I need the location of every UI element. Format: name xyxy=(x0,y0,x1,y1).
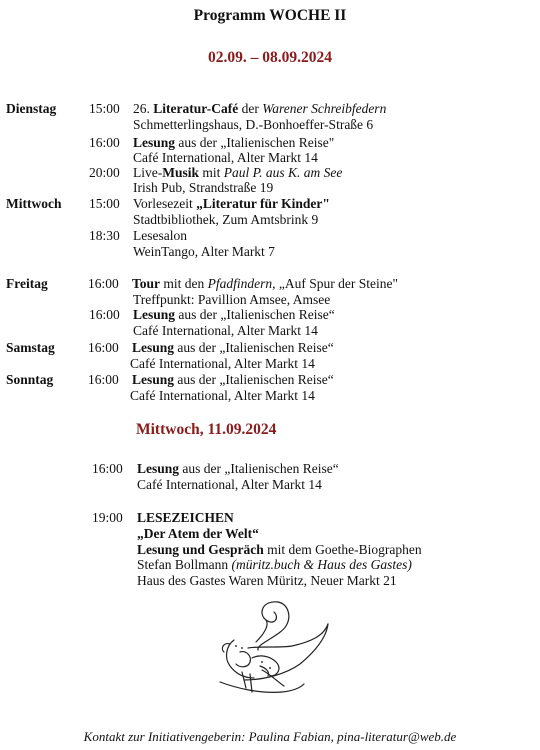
event-title: Lesung aus der „Italienischen Reise“ xyxy=(132,372,334,387)
swan-reader-illustration xyxy=(200,596,335,706)
event-time: 16:00 xyxy=(89,135,120,150)
event-location: Café International, Alter Markt 14 xyxy=(133,150,318,165)
day-label-freitag: Freitag xyxy=(6,276,48,291)
event-time: 16:00 xyxy=(88,372,119,387)
day-label-mittwoch: Mittwoch xyxy=(6,196,62,211)
event-location: Irish Pub, Strandstraße 19 xyxy=(133,180,274,195)
contact-footer: Kontakt zur Initiativengeberin: Paulina Fabian, pina-literatur@web.de xyxy=(83,729,457,744)
event-title: Tour mit den Pfadfindern, „Auf Spur der Steine" xyxy=(132,276,398,291)
event-speaker: Stefan Bollmann (müritz.buch & Haus des Gastes) xyxy=(137,557,412,572)
event-time: 20:00 xyxy=(89,165,120,180)
event-title: Live-Musik mit Paul P. aus K. am See xyxy=(133,165,343,180)
event-time: 15:00 xyxy=(89,196,120,211)
event-location: Café International, Alter Markt 14 xyxy=(137,477,322,492)
event-location: Haus des Gastes Waren Müritz, Neuer Markt 21 xyxy=(137,573,397,588)
event-time: 16:00 xyxy=(88,340,119,355)
event-location: Café International, Alter Markt 14 xyxy=(133,323,318,338)
event-description: Lesung und Gespräch mit dem Goethe-Biographen xyxy=(137,542,422,557)
day-label-sonntag: Sonntag xyxy=(6,372,54,387)
event-time: 16:00 xyxy=(92,461,123,476)
event-time: 16:00 xyxy=(89,307,120,322)
event-title: Lesesalon xyxy=(133,228,187,243)
event-location: WeinTango, Alter Markt 7 xyxy=(133,244,275,259)
event-title: Lesung aus der „Italienischen Reise“ xyxy=(133,307,335,322)
event-title: Lesung aus der „Italienischen Reise" xyxy=(133,135,335,150)
event-title: Lesung aus der „Italienischen Reise“ xyxy=(137,461,339,476)
special-day-heading: Mittwoch, 11.09.2024 xyxy=(136,421,277,438)
event-title: 26. Literatur-Café der Warener Schreibfedern xyxy=(133,101,387,116)
event-location: Schmetterlingshaus, D.-Bonhoeffer-Straße 6 xyxy=(133,117,374,132)
event-time: 18:30 xyxy=(89,228,120,243)
event-location: Café International, Alter Markt 14 xyxy=(130,356,315,371)
event-series: LESEZEICHEN xyxy=(137,510,234,525)
event-title: Lesung aus der „Italienischen Reise“ xyxy=(132,340,334,355)
week-dates: 02.09. – 08.09.2024 xyxy=(208,49,332,66)
day-label-dienstag: Dienstag xyxy=(6,101,57,116)
event-location: Stadtbibliothek, Zum Amtsbrink 9 xyxy=(133,212,319,227)
event-location: Treffpunkt: Pavillion Amsee, Amsee xyxy=(133,292,331,307)
event-time: 15:00 xyxy=(89,101,120,116)
day-label-samstag: Samstag xyxy=(6,340,55,355)
page-title: Programm WOCHE II xyxy=(193,7,347,24)
event-title: Vorlesezeit „Literatur für Kinder" xyxy=(133,196,330,211)
event-time: 19:00 xyxy=(92,510,123,525)
event-time: 16:00 xyxy=(88,276,119,291)
event-location: Café International, Alter Markt 14 xyxy=(130,388,315,403)
event-book-title: „Der Atem der Welt“ xyxy=(137,526,259,541)
